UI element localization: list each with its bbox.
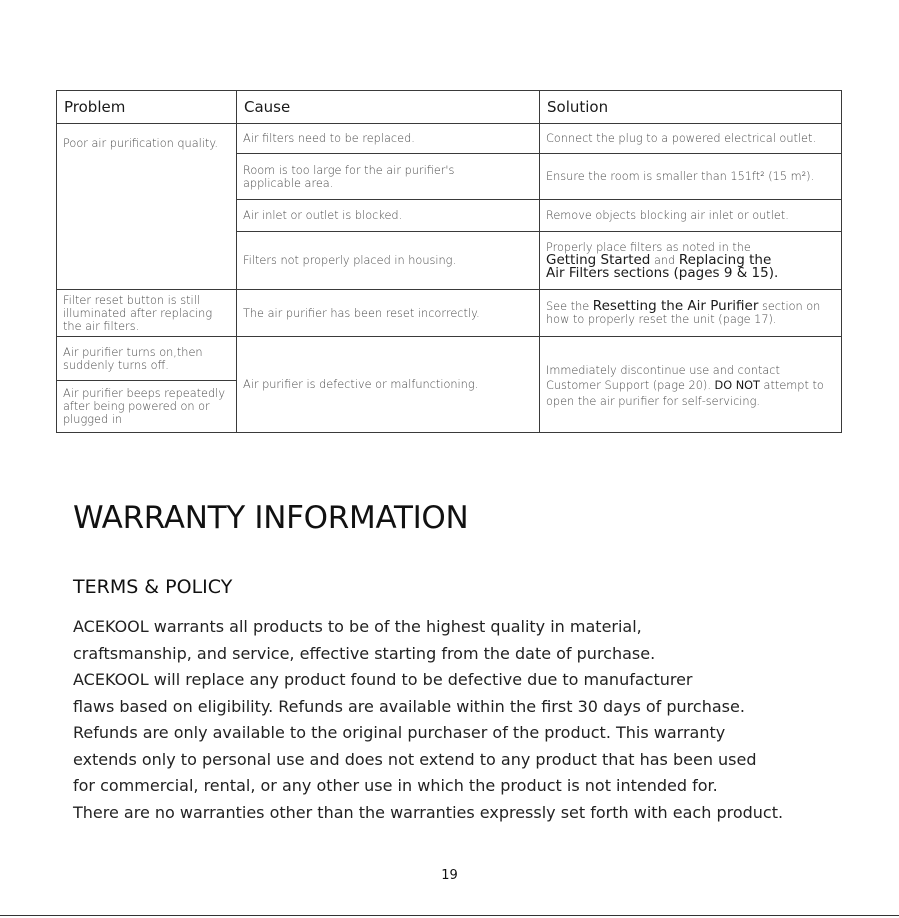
header-problem: Problem bbox=[57, 91, 237, 124]
warranty-paragraph bbox=[73, 614, 853, 826]
paragraph-line: craftsmanship, and service, effective starting from the date of purchase. bbox=[73, 643, 656, 663]
bottom-rule bbox=[0, 915, 899, 916]
problem-turns-off: Air purifier turns on,then suddenly turns off. bbox=[57, 337, 237, 381]
link-getting-started: Getting Started bbox=[546, 252, 651, 268]
paragraph-line: There are no warranties other than the warranties expressly set forth with each product. bbox=[73, 802, 784, 822]
link-replacing-filters: Replacing the bbox=[678, 252, 772, 268]
page-number: 19 bbox=[441, 868, 458, 883]
cause-room-too-large: Room is too large for the air purifier's applicable area. bbox=[237, 154, 540, 200]
solution-remove-objects: Remove objects blocking air inlet or outlet. bbox=[540, 200, 841, 232]
paragraph-line: ACEKOOL warrants all products to be of the highest quality in material, bbox=[73, 617, 642, 636]
link-resetting-purifier: Resetting the Air Purifier bbox=[592, 298, 759, 314]
paragraph-line: for commercial, rental, or any other use in which the product is not intended for. bbox=[73, 776, 718, 795]
paragraph-line: extends only to personal use and does not extend to any product that has been used bbox=[73, 749, 757, 769]
solution-reset-unit: See the Resetting the Air Purifier section on how to properly reset the unit (page 17). bbox=[540, 290, 841, 337]
header-solution: Solution bbox=[540, 91, 841, 124]
solution-connect-plug: Connect the plug to a powered electrical outlet. bbox=[540, 124, 841, 154]
header-cause: Cause bbox=[237, 91, 540, 124]
problem-filter-reset: Filter reset button is still illuminated after replacing the air filters. bbox=[57, 290, 237, 337]
do-not-emphasis: DO NOT bbox=[714, 379, 760, 393]
troubleshooting-table bbox=[56, 90, 842, 433]
paragraph-line: ACEKOOL will replace any product found to be defective due to manufacturer bbox=[73, 670, 693, 689]
cause-reset-incorrect: The air purifier has been reset incorrectly. bbox=[237, 290, 540, 337]
paragraph-line: Refunds are only available to the original purchaser of the product. This warranty bbox=[73, 723, 726, 742]
warranty-title: WARRANTY INFORMATION bbox=[73, 500, 469, 536]
solution-place-filters: Properly place filters as noted in the Getting Started and Replacing the Air Filters sections (pages 9 & 15). bbox=[540, 232, 841, 290]
problem-beeps: Air purifier beeps repeatedly after being powered on or plugged in bbox=[57, 381, 237, 432]
cause-filters-replace: Air filters need to be replaced. bbox=[237, 124, 540, 154]
cause-filters-placement: Filters not properly placed in housing. bbox=[237, 232, 540, 290]
terms-subtitle: TERMS & POLICY bbox=[73, 576, 233, 598]
cause-defective: Air purifier is defective or malfunctioning. bbox=[237, 337, 540, 432]
problem-poor-purification: Poor air purification quality. bbox=[57, 124, 237, 290]
solution-contact-support: Immediately discontinue use and contact Customer Support (page 20). DO NOT attempt to open the air purifier for self-servicing. bbox=[546, 363, 824, 408]
solution-room-size: Ensure the room is smaller than 151ft² (15 m²). bbox=[540, 154, 841, 200]
cause-inlet-blocked: Air inlet or outlet is blocked. bbox=[237, 200, 540, 232]
paragraph-line: flaws based on eligibility. Refunds are available within the first 30 days of purchase. bbox=[73, 696, 745, 716]
